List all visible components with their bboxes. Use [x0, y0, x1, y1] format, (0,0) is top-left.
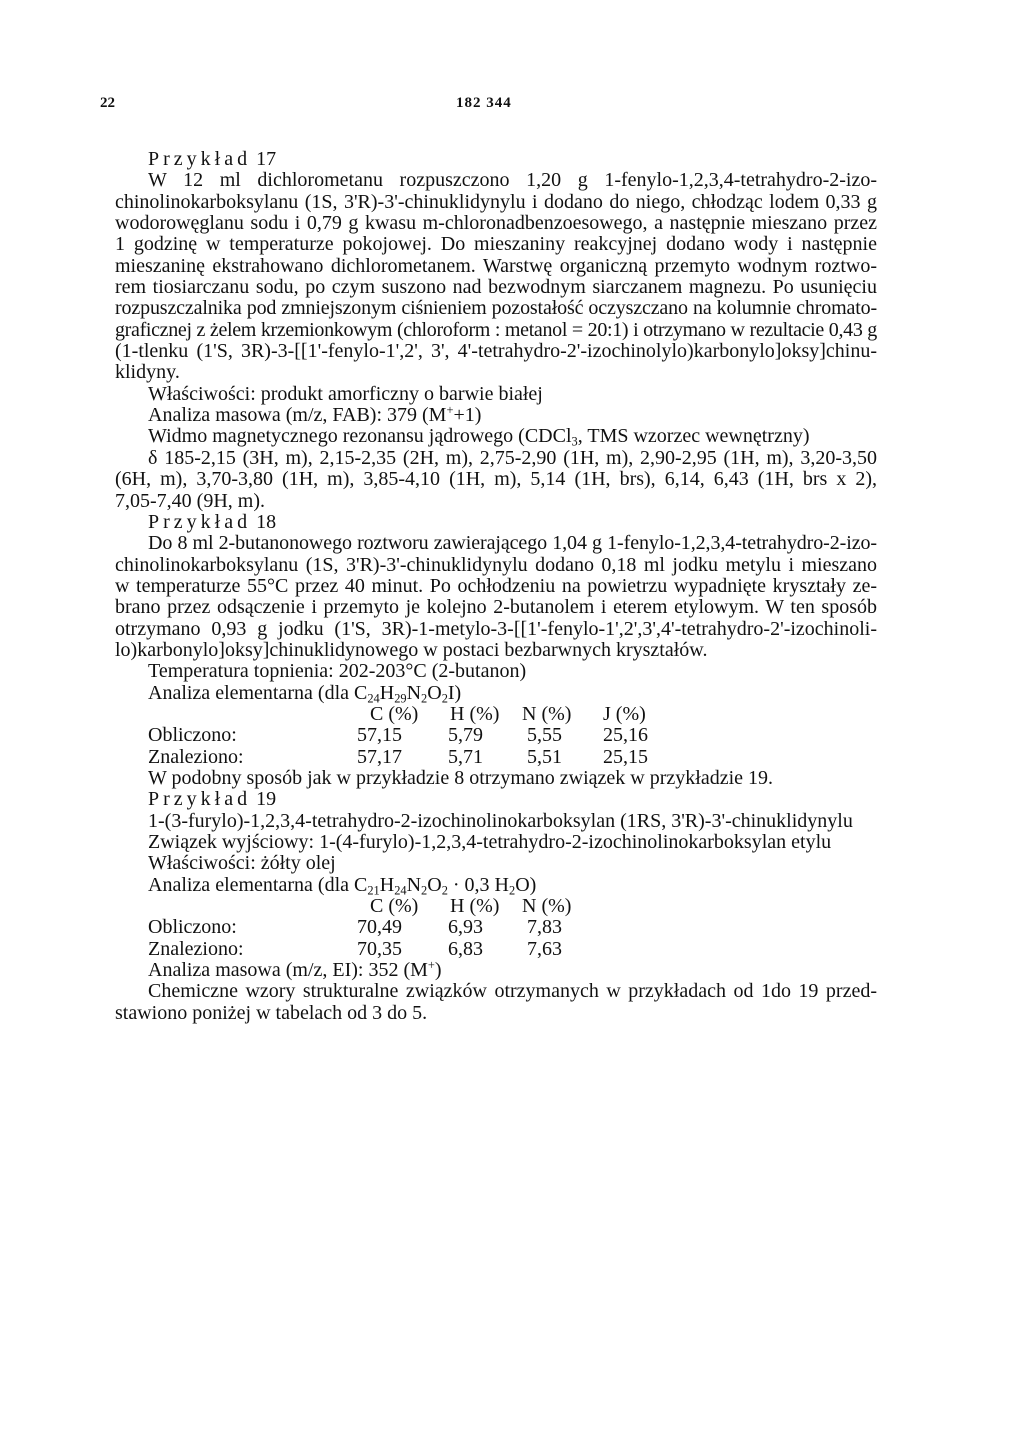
subscript: 29	[394, 691, 407, 706]
subscript: 2	[441, 691, 448, 706]
nmr-data-line: 7,05-7,40 (9H, m).	[115, 489, 265, 512]
procedure-line: otrzymano 0,93 g jodku (1'S, 3R)-1-metylo-3-[[1'-fenylo-1',2',3',4'-tetrahydro-2'-izochinoli-	[115, 617, 877, 640]
analysis-row-found	[115, 747, 877, 768]
procedure-line: 1 godzinę w temperaturze pokojowej. Do mieszaniny reakcyjnej dodano wody i następnie	[115, 233, 877, 256]
melting-point-line: Temperatura topnienia: 202-203°C (2-butanon)	[148, 660, 527, 683]
column-header: J (%)	[603, 702, 646, 725]
row-label: Obliczono:	[148, 916, 237, 939]
example-heading	[115, 149, 877, 170]
subscript: 2	[421, 883, 428, 898]
starting-material-line: Związek wyjściowy: 1-(4-furylo)-1,2,3,4-tetrahydro-2-izochinolinokarboksylan etylu	[148, 831, 832, 853]
formula-text: I)	[447, 681, 462, 704]
compound-name-line: 1-(3-furylo)-1,2,3,4-tetrahydro-2-izochinolinokarboksylan (1RS, 3'R)-3'-chinuklidynylu	[148, 809, 853, 832]
procedure-line: lo)karbonylo]oksy]chinuklidynowego w postaci bezbarwnych kryształów.	[115, 638, 708, 661]
procedure-line: rozpuszczalnika pod zmniejszonym ciśnieniem pozostałość oczyszczano na kolumnie chromato-	[115, 297, 877, 320]
analysis-value: 7,83	[527, 916, 562, 939]
analysis-row-found	[115, 939, 877, 960]
procedure-line: (1-tlenku (1'S, 3R)-3-[[1'-fenylo-1',2', 3', 4'-tetrahydro-2'-izochinolylo)karbonylo]oksy]chinu-	[115, 340, 877, 363]
analysis-header-row	[115, 704, 877, 725]
procedure-line: Do 8 ml 2-butanonowego roztworu zawierającego 1,04 g 1-fenylo-1,2,3,4-tetrahydro-2-izo-	[148, 532, 877, 555]
analysis-row-calculated	[115, 725, 877, 746]
analysis-value: 5,79	[448, 724, 483, 747]
formula-text: N	[406, 681, 422, 704]
nmr-title-line	[115, 425, 877, 450]
procedure-line: chinolinokarboksylanu (1S, 3'R)-3'-chinuklidynylu i dodano do niego, chłodząc lodem 0,33 g	[115, 190, 877, 213]
superscript: +	[446, 403, 454, 418]
column-header: H (%)	[450, 895, 500, 918]
analysis-value: 25,16	[603, 724, 648, 747]
analysis-value: 5,55	[527, 724, 562, 747]
patent-number: 182 344	[456, 95, 512, 111]
procedure-line: wodorowęglanu sodu i 0,79 g kwasu m-chloronadbenzoesowego, a następnie mieszano przez	[115, 212, 877, 235]
mass-spec-text: +1)	[453, 404, 482, 427]
procedure-line: rem tiosiarczanu sodu, po czym suszono nad bezwodnym siarczanem magnezu. Po usunięciu	[115, 276, 877, 299]
subscript: 21	[367, 883, 380, 898]
row-label: Obliczono:	[148, 724, 237, 747]
formula-text: N	[406, 873, 422, 896]
note-line: W podobny sposób jak w przykładzie 8 otrzymano związek w przykładzie 19.	[148, 766, 773, 789]
example-heading	[115, 512, 877, 533]
example-19	[115, 789, 877, 981]
superscript: +	[427, 958, 435, 973]
analysis-value: 5,71	[448, 745, 483, 768]
page-number: 22	[100, 95, 115, 111]
row-label: Znaleziono:	[148, 937, 244, 960]
mass-spec-text: )	[434, 959, 442, 982]
analysis-value: 57,17	[357, 745, 402, 768]
subscript: 2	[441, 883, 448, 898]
example-heading-word: Przykład	[148, 788, 252, 811]
procedure-line: graficznej z żelem krzemionkowym (chloroform : metanol = 20:1) i otrzymano w rezultacie 0,43 g	[115, 318, 877, 341]
analysis-value: 7,63	[527, 937, 562, 960]
analysis-value: 57,15	[357, 724, 402, 747]
closing-paragraph	[115, 981, 877, 1024]
procedure-line: W 12 ml dichlorometanu rozpuszczono 1,20 g 1-fenylo-1,2,3,4-tetrahydro-2-izo-	[148, 169, 877, 192]
mass-spec-text: Analiza masowa (m/z, FAB): 379 (M	[148, 404, 447, 427]
row-label: Znaleziono:	[148, 745, 244, 768]
example-heading-number: 19	[256, 788, 277, 811]
nmr-data-line: (6H, m), 3,70-3,80 (1H, m), 3,85-4,10 (1H, m), 5,14 (1H, brs), 6,14, 6,43 (1H, brs x 2),	[115, 468, 877, 491]
analysis-value: 6,93	[448, 916, 483, 939]
analysis-value: 6,83	[448, 937, 483, 960]
subscript: 2	[421, 691, 428, 706]
subscript: 24	[394, 883, 407, 898]
example-17	[115, 149, 877, 512]
example-heading-word: Przykład	[148, 510, 252, 533]
elemental-analysis-title	[115, 875, 877, 896]
subscript: 3	[571, 435, 578, 450]
mass-spec-line	[115, 405, 877, 426]
example-heading-number: 17	[256, 148, 277, 170]
properties-line: Właściwości: produkt amorficzny o barwie białej	[148, 382, 543, 405]
subscript: 2	[509, 883, 516, 898]
procedure-line: brano przez odsączenie i przemyto je kolejno 2-butanolem i eterem etylowym. W ten sposób	[115, 596, 877, 619]
formula-text: · 0,3 H	[447, 873, 509, 896]
column-header: C (%)	[370, 895, 419, 918]
example-18	[115, 512, 877, 789]
formula-text: O)	[515, 873, 537, 896]
formula-text: O	[427, 681, 442, 704]
closing-line: Chemiczne wzory strukturalne związków otrzymanych w przykładach od 1do 19 przed-	[148, 980, 877, 1003]
formula-text: H	[379, 681, 395, 704]
nmr-title-text: Widmo magnetycznego rezonansu jądrowego (CDCl	[148, 425, 572, 448]
analysis-value: 25,15	[603, 745, 648, 768]
procedure-line: mieszaninę ekstrahowano dichlorometanem. Warstwę organiczną przemyto wodnym roztwo-	[115, 254, 877, 277]
document-body	[115, 149, 877, 1024]
nmr-data-line: δ 185-2,15 (3H, m), 2,15-2,35 (2H, m), 2,75-2,90 (1H, m), 2,90-2,95 (1H, m), 3,20-3,50	[148, 446, 877, 469]
mass-spec-text: Analiza masowa (m/z, EI): 352 (M	[148, 959, 428, 982]
formula-text: Analiza elementarna (dla C	[148, 681, 368, 704]
properties-line: Właściwości: żółty olej	[148, 852, 336, 875]
column-header: N (%)	[522, 702, 572, 725]
analysis-value: 70,49	[357, 916, 402, 939]
formula-text: O	[427, 873, 442, 896]
nmr-title-text: , TMS wzorzec wewnętrzny)	[577, 425, 810, 448]
procedure-line: chinolinokarboksylanu (1S, 3'R)-3'-chinuklidynylu dodano 0,18 ml jodku metylu i mieszano	[115, 553, 877, 576]
subscript: 24	[367, 691, 380, 706]
mass-spec-line	[115, 960, 877, 981]
column-header: C (%)	[370, 702, 419, 725]
analysis-value: 70,35	[357, 937, 402, 960]
procedure-line: klidyny.	[115, 361, 180, 384]
formula-text: Analiza elementarna (dla C	[148, 873, 368, 896]
column-header: N (%)	[522, 895, 572, 918]
closing-line: stawiono poniżej w tabelach od 3 do 5.	[115, 1001, 428, 1024]
column-header: H (%)	[450, 702, 500, 725]
formula-text: H	[379, 873, 395, 896]
analysis-header-row	[115, 896, 877, 917]
analysis-value: 5,51	[527, 745, 562, 768]
procedure-line: w temperaturze 55°C przez 40 minut. Po ochłodzeniu na powietrzu wypadnięte kryształy ze-	[115, 574, 877, 597]
elemental-analysis-title	[115, 683, 877, 704]
example-heading-number: 18	[256, 510, 277, 533]
example-heading-word: Przykład	[148, 148, 252, 170]
analysis-row-calculated	[115, 917, 877, 938]
example-heading	[115, 789, 877, 810]
